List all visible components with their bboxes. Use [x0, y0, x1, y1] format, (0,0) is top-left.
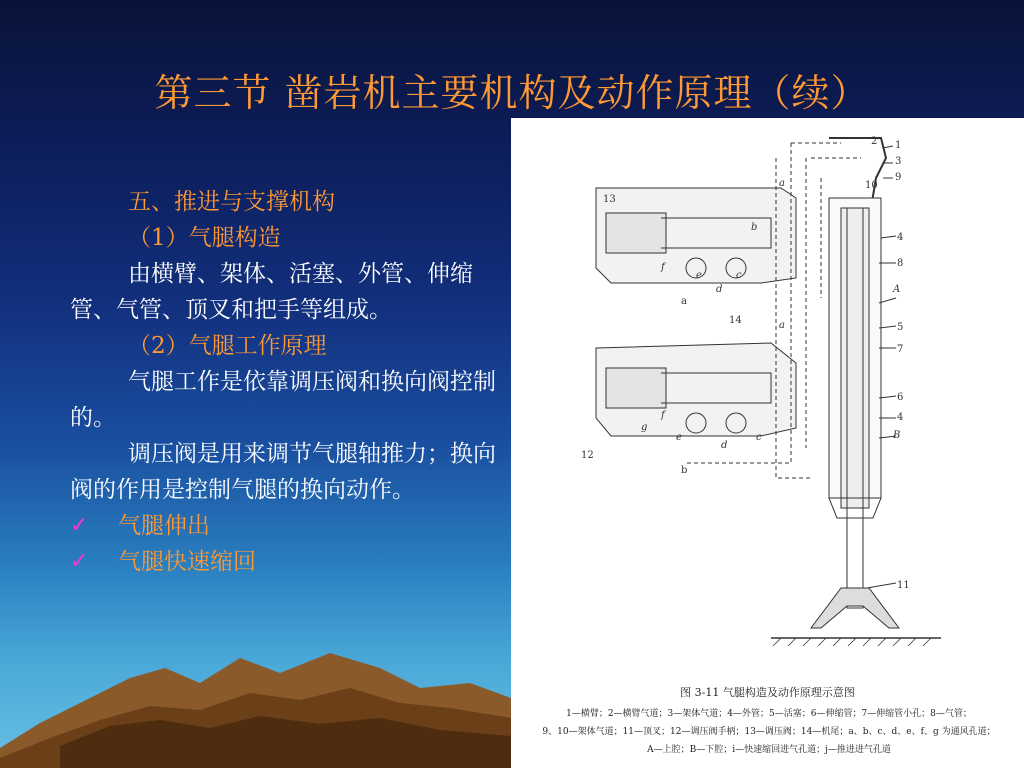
svg-text:9: 9: [895, 172, 902, 183]
svg-text:g: g: [641, 422, 648, 433]
svg-text:e: e: [696, 270, 702, 281]
svg-text:8: 8: [897, 258, 904, 269]
paragraph-valves: 调压阀是用来调节气腿轴推力；换向阀的作用是控制气腿的换向动作。: [70, 441, 496, 503]
svg-text:b: b: [681, 465, 688, 476]
body-text: [70, 184, 500, 580]
svg-text:B: B: [893, 430, 901, 441]
figure-caption-title: 图 3-11 气腿构造及动作原理示意图: [680, 686, 855, 699]
svg-text:4: 4: [897, 412, 904, 423]
figure-caption-line: A—上腔；B—下腔；i—快速缩回进气孔道；j—推进进气孔道: [647, 745, 891, 755]
svg-text:a: a: [779, 320, 785, 331]
bullet-label: 气腿伸出: [118, 513, 210, 539]
svg-text:2: 2: [871, 136, 878, 147]
slide-title: 第三节 凿岩机主要机构及动作原理（续）: [154, 71, 870, 115]
svg-text:a: a: [779, 178, 785, 189]
svg-text:f: f: [661, 262, 665, 273]
svg-text:6: 6: [897, 392, 904, 403]
svg-text:3: 3: [895, 156, 902, 167]
bullet-item: [70, 508, 500, 544]
svg-text:d: d: [716, 284, 723, 295]
svg-text:12: 12: [581, 450, 594, 461]
svg-text:1: 1: [895, 140, 902, 151]
svg-text:11: 11: [897, 580, 910, 591]
svg-text:10: 10: [865, 180, 878, 191]
bullet-item: [70, 544, 500, 580]
svg-text:7: 7: [897, 344, 904, 355]
section-heading: 五、推进与支撑机构: [128, 189, 335, 215]
svg-text:b: b: [751, 222, 758, 233]
svg-text:e: e: [676, 432, 682, 443]
diagram-drawing: [511, 118, 1024, 678]
bullet-label: 气腿快速缩回: [118, 549, 256, 575]
svg-text:d: d: [721, 440, 728, 451]
svg-text:f: f: [661, 410, 665, 421]
figure-caption-line: 9、10—架体气道；11—顶叉；12—调压阀手柄；13—调压阀；14—机尾；a、b、c、d、e、f、g 为通风孔道；: [542, 727, 996, 737]
svg-text:a: a: [681, 296, 687, 307]
svg-text:4: 4: [897, 232, 904, 243]
check-icon: ✓: [70, 513, 89, 538]
svg-text:c: c: [736, 270, 742, 281]
air-leg-diagram: [511, 118, 1024, 768]
svg-text:14: 14: [729, 315, 742, 326]
svg-text:c: c: [756, 432, 762, 443]
check-icon: ✓: [70, 549, 89, 574]
svg-text:A: A: [893, 284, 901, 295]
svg-text:13: 13: [603, 194, 616, 205]
paragraph-principle: 气腿工作是依靠调压阀和换向阀控制的。: [70, 369, 496, 431]
subheading-structure: （1）气腿构造: [128, 225, 281, 251]
paragraph-structure: 由横臂、架体、活塞、外管、伸缩管、气管、顶叉和把手等组成。: [70, 261, 473, 323]
svg-text:5: 5: [897, 322, 904, 333]
subheading-principle: （2）气腿工作原理: [128, 333, 327, 359]
figure-caption-line: 1—横臂；2—横臂气道；3—架体气道；4—外管；5—活塞；6—伸缩管；7—伸缩管小孔；8—气管；: [566, 709, 972, 719]
